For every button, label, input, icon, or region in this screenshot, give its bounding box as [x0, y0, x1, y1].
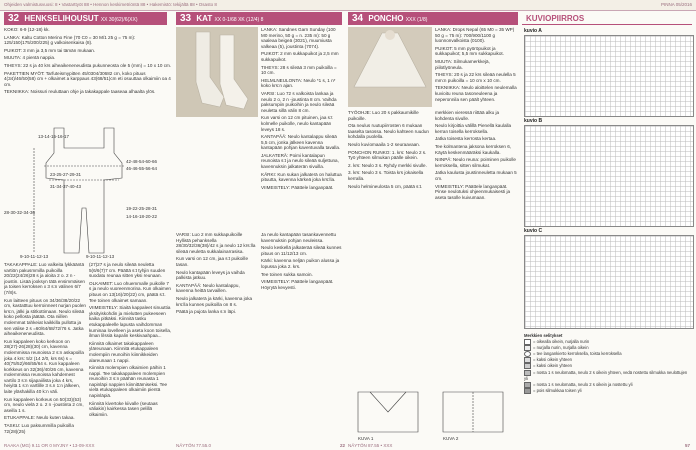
section-32-sub: XX 30(62)/6(XX) — [100, 17, 138, 23]
legend-swatch — [524, 363, 531, 369]
section-33-col-a — [261, 27, 342, 227]
paragraph: Ota neulus ruutupiirrosten 6 mukaan taaselta tasossa. Neulo kahteen ruudun kohdalla puolella. — [348, 123, 429, 140]
paragraph: Ja neulo kantapään tasankavennettu kavennuksin pohjan neuleissa. — [261, 232, 337, 243]
measure-e: 31-34-37-40-43 — [50, 184, 82, 189]
section-34-col-a — [348, 110, 432, 378]
paragraph: TYÖOHJE: Luo 20 s pakkaumikille puikoille. — [348, 110, 419, 121]
section-32-col-right — [89, 262, 172, 440]
measure-i: 9-10-11-12-13 — [20, 254, 49, 258]
page-number-left: 22 — [340, 443, 346, 448]
section-34-col-b — [435, 110, 518, 378]
section-33-sub: XX 0-1/68 XK (12/4) 8 — [214, 17, 264, 23]
paragraph: TEKNIIKKA: Neulo aloittelen neulemalla kuvioitu reuna tasoneuleena ja neperonnila sen päält yhteen. — [435, 85, 517, 102]
paragraph: TIHEYS: 20 s ja 22 krs sileää neulella 5 mm:n puikoilla = 10 cm x 10 cm. — [435, 72, 516, 83]
paragraph: KÄRKI: Kun sukan jalkaterä on haluttua pituutta, kavenna kärkeä joka krs:lla. — [261, 171, 342, 183]
measure-h: 14-16-18-20-22 — [126, 214, 158, 219]
section-33-col-c — [261, 232, 342, 438]
paragraph: Neulo keskellä jalkaterää sileää kunnes pituus on 11/12/13 cm. — [261, 245, 342, 256]
paragraph: PUIKOT: 5 mm pyöröpuikot ja sukkapuikot; 5,5 mm sukkapuikot. — [435, 45, 504, 57]
legend-swatch — [524, 370, 531, 376]
legend-swatch — [524, 351, 531, 357]
chart-c-label: kuvio C — [524, 228, 543, 234]
paragraph: LANKA: Sandnes Garn Sunday (100 M0 merino, 50 g = n. 235 m): 50 g vaaleaa beigeä (3021), muumiusta valkeaa (5), joustinta (7074). — [261, 27, 336, 49]
legend-text: = oikealla oikein, nurjalla nurin — [533, 339, 590, 345]
measure-j: 9-10-11-12-13 — [86, 254, 115, 258]
section-34-intro — [435, 27, 518, 107]
paragraph: PONCHON RUNKO: 1. krs: Neulo 2 s. Työ yhteen silmukan päälle oikein. — [348, 149, 427, 161]
paragraph: Kiinnitä kivertoke kiivalle (seutaas väliakin) kairkessa tasen pelillä olkaimiin. — [89, 400, 158, 417]
legend-text: = nosta 1 s neulomatta, neulo 2 s oikein ja nostettu yli — [533, 381, 633, 387]
legend-swatch — [524, 388, 531, 394]
legend-text: = nosta 1 s neulomatta, neulo 2 s oikein yhteen, vedä nostettu silmukka neulottujen yli — [524, 369, 688, 381]
socks-photo — [176, 27, 258, 117]
chart-b-grid — [524, 125, 694, 227]
socks-illustration — [176, 27, 258, 117]
measure-d: 23-25-27-29-31 — [50, 172, 82, 177]
legend-item — [524, 370, 692, 382]
paragraph: VIIMEISTELY: Päättele langanpäät. Pinse neulotuksi ohjeenmukaisesti ja aseta tasolle kuivumaan. — [435, 183, 511, 200]
paragraph: 3. krs: Neulo 3 s. Toista krs jokaisella kerralla. — [348, 170, 424, 181]
running-head-right: PINNA 05/2016 — [660, 2, 692, 7]
paragraph: Kun kappaleen koko kerkoon on 28(27)-26(28)(30) cm, kavenna molemmissa reunoissa 2 s:n askapoilla joka 4 krs: 5/2 (14 2/0, krs 6s) s = 40(75/52)/66/55/64 s. Kun kappaleen korkkeus on 32(36)/40/26 cm, kavenna molemmissa reunoissa kahdemest vartilo 3 s:n sijapaiilista joka 4 krs, heiyitä 1 s:n vartlille 3 s.n 1:n jälkeen, laite yläshakilla 40 k:n väli. — [4, 338, 84, 395]
measure-b: 42-48-54-60-66 — [126, 159, 158, 164]
paragraph: PUIKOT: 2 mm sukkapuikot ja 2,5 mm sukkapuikot. — [261, 51, 339, 62]
section-32-number: 32 — [8, 13, 20, 24]
paragraph: Kärki: kavenna neljän puikon alussa ja lopussa joka 2. krs. — [261, 258, 340, 269]
paragraph: TIHEYS: 22 s ja 40 krs aiheaikeneneudista pukunneosta ole 5 (mm) = 10 x 10 cm. — [4, 62, 172, 68]
paragraph: Kiinnitä molempien olkaimien päihin 1 nappi. Tee takakappaleen molempien reunoihin 3 s:n päähän reunasta 1 napinläpi nappien kiinnittämiseksi. Tee vielä etukappaleen olkaimiin pientä napinläpiä. — [89, 365, 168, 399]
paragraph: Kun varsi on 12 cm, jaa s:t puikoille tasan. — [176, 256, 249, 267]
paragraph: Neulo kantapään leveys ja vaihda palkista jatkuu. — [176, 269, 245, 281]
charts-header: KUVIOPIIRROS — [522, 12, 692, 25]
legend-swatch — [524, 339, 531, 345]
paragraph: PUIKOT: 3 mm ja 3,5 mm tai tämän mukaan. — [4, 47, 96, 53]
legend-swatch — [524, 357, 531, 363]
footer-32: RAAKA (MG) 9.11 OR 0 MYJNY • 13-09-XXX — [4, 443, 95, 448]
paragraph: Päätä ja pujota lanka s:n läpi. — [176, 309, 237, 315]
paragraph: Tee toinen sukka samoin. — [261, 271, 313, 277]
paragraph: MUUTA: 4 pientä nappia. — [4, 55, 56, 61]
paragraph: LANKA: Drops Nepal (65 M0 = 35 WP) 50 g = 75 m): 700/900/1100 g luonnonvalkoista (0100). — [435, 27, 515, 44]
poncho-illustration — [348, 27, 432, 107]
paragraph: Kun laitteen pituus on 34/36/38/20/22 cm, kastatttuu kerroinneet nurjan puolen krs:n, jälki ja stitkottimaan. Neulo sileää koko pellosta jäätää. Ota niillen molemmat tahkeiat kaikkilla pullotta ja sen välise 2 s =60/64/68/72/76 s. Jatka aiheaikeneneudista. — [4, 297, 86, 337]
section-33-title: KAT — [196, 14, 213, 23]
paragraph: Neulo jalkaterä ja kärki, kavenna joka krs:lla kunnes puikoilla on 8 s. — [176, 295, 253, 307]
paragraph: KOKO: 6-9 (12-18) kk. — [4, 27, 50, 32]
section-32-col-left — [4, 262, 86, 440]
paragraph: Jatka kaulusta joustinneuletta mukaan 5 cm. — [435, 170, 517, 181]
footer-34: NÄYTÖN 87.55 • XXX — [348, 443, 393, 448]
chart-c-grid — [524, 235, 694, 329]
paragraph: HELMLNEULONTA: Neulo *1 s, 1 n* koko krs:n ajan. — [261, 77, 336, 89]
paragraph: MUUTA: Silmukamerkkejä, piilotlyöneula. — [435, 58, 490, 70]
legend-swatch — [524, 382, 531, 388]
measure-f: 28-30-32-34-36 — [4, 210, 36, 215]
paragraph: Neulo kuviomaaila 1-2 seuraavaan. — [348, 141, 421, 147]
paragraph: Kiinnitä olkaimet takakappaleen yläreunaan. Kiinnitä etukappaleen molempiin reunoihin kiinnikkeiden alareunaan 1 nappi. — [89, 340, 159, 363]
section-33-number: 33 — [180, 13, 192, 24]
paragraph: (27)27 s ja neulo sileää neuletta 5(6/6(7)7 cm. Päättä s:t tyhjin suuden suodatu reunaa sitten yksi reunaan. — [89, 262, 166, 279]
paragraph: NIINPÄ: Neulo reuna: poiminen puikolle kerroksella, sitten silmukat. — [435, 157, 516, 168]
legend-item — [524, 388, 692, 394]
legend-text: = pois silmukkaa toisen yli — [533, 387, 582, 393]
overalls-schematic — [4, 108, 174, 258]
chart-b-label: kuvio B — [524, 118, 543, 124]
paragraph: KANTAPÄÄ: Neulo kantalappu sileää 5,5 cm, jonka jälkeen kavenna kantapään pohjan kaventuvalla tavalla. — [261, 134, 341, 151]
section-32-intro — [4, 27, 172, 107]
paragraph: LANKA: Kaltu Cotton Merino Fine (70 C0 = 30 M/1 25 g = 75 m): 125/150(175/200/225) g valkoisenkaisa (8). — [4, 34, 136, 46]
paragraph: PAKETTIEN MYÖT: Tarfuteismypitten 45/0304/30682 cm, koko pituus 4(34)/46/50(58) cm + olkaimet a karppaus 43(68/51)cm eti osuuttaa olkaimiin oa 4 cm. — [4, 70, 171, 87]
paragraph: Jatka toisesta kerrosta kertaa. — [435, 136, 497, 142]
paragraph: ETUKAPPALE: Neulo kuten takaa. — [4, 415, 75, 421]
paragraph: TASKU: Luo paksummilla puikoilla 72(28)(25) — [4, 423, 74, 434]
running-head — [0, 0, 696, 11]
paragraph: VARSI: Luo 2 mm sukkapuikoille Hyllistä pehanksella 28/30/32/36(38)/42 s ja neulo 12 krs:lla sileää neuletta sukkalainarrasisa. — [176, 232, 256, 254]
legend-text: = tee langankierto kerroksella, toista kerroksella — [533, 351, 622, 357]
paragraph: Tee kolmantena jaksona kerroksen 6, Käytä keskenmääräksi kaukalla. — [435, 143, 512, 155]
chart-a-label: kuvio A — [524, 28, 542, 34]
footer-33: NÄYTÖN 77.55.0 — [176, 443, 212, 448]
chart-legend — [524, 333, 692, 394]
paragraph: VARSI: Luo 72 s valkoista lankaa ja neulo 2 o, 2 n -joustinta 8 cm. Vaihda paksumpiin puikoihin ja neulo sileää neuletta sillä välin 8 cm. — [261, 90, 337, 113]
paragraph: Kun varsi on 12 cm pituinen, jaa s:t kolmelle puikolle, neulo kantapään leveys 18 s. — [261, 115, 333, 132]
running-head-left: Ohjeiden valmistusvuosi: 8 • Vastarttyöt 88 • Hennon keskimetriöntä 88 • Hakemistö: tekijältä 88 • Osasto 8 — [4, 2, 217, 7]
section-34-title: PONCHO — [368, 14, 404, 23]
paragraph: VIIMEISTELY: Päättele langanpäät. Höyrytä kevyesti. — [261, 279, 334, 290]
paragraph: TEKNIIKKA: Noissuri reuluttaan ohje ja takakappale taaseaa alhaalta ylös. — [4, 89, 156, 95]
poncho-diagrams — [348, 382, 518, 442]
section-33-header — [176, 12, 342, 25]
legend-text: = kaksi oikein yhteen — [533, 363, 572, 369]
paragraph: Kun kappaleen korkeus on 50(33)(53) cm, neulo vielä 2 o. 2 n -joustinta 2 cm, aseilla 1 s. — [4, 396, 84, 413]
section-34-header — [348, 12, 518, 25]
paragraph: 2. krs: Neulo 3 s. Ryhdy merkki sivulle. — [348, 162, 427, 168]
diagram-label-1: KUVA 1 — [358, 436, 374, 441]
paragraph: VIIMEISTELY: Siaitä kappaleet sinuuttia yksityiskohdin ja mielutten pukeeseen kaika pitkäksi. Kiinnitä tasku etukappaleelle lapusta vaihdomman kuminaa lovelleen ja aseta koon toisella, ilman lilssiä kapalin keskivaahpaa... — [89, 305, 172, 339]
paragraph: merkkien vieressä riittää alku ja kohdenta sivulle. — [435, 110, 500, 121]
legend-text: = kaksi oikein yhteen — [533, 357, 572, 363]
paragraph: TAKAKAPPALE: Luo valkeita lykkääntä vartiön pakusmmilla puikoilla 20/22(24/26)28 s ja aloita 2 o. 2 n -joustin. Lisää jooksyn tätä ensimmäisen ja toisen kerroksen x 3 s:n välinen 6/7 (7/8)s. — [4, 262, 85, 295]
legend-title: Merkkien selitykset — [524, 333, 563, 338]
page-number-right: 57 — [684, 443, 690, 448]
diagram-label-2: KUVA 2 — [443, 436, 459, 441]
measure-c: 46-46-55-56-64 — [126, 166, 158, 171]
section-34-sub: XXX (1/8) — [405, 17, 428, 23]
paragraph: VIIMEISTELY: Päättele langanpäät. — [261, 184, 334, 190]
legend-swatch — [524, 345, 531, 351]
measure-g: 19-22-25-28-31 — [126, 206, 158, 211]
measure-a: 13-14-15-16-17 — [38, 134, 70, 139]
paragraph: Neulo kirjoittia välillä Pienellä kaulalla kerran toisella kerroksella. — [435, 123, 512, 134]
legend-text: = nurjalla nurin, nurjalla oikein — [533, 345, 589, 351]
paragraph: OLKAIMET: Luo ohuemmalle puikolle 7 s ja neulo vuoreenmorina. Kun olkaimen pituus on 13(16)/20(22) cm, päätä s:t. Tee toinen olkaimet samaan. — [89, 280, 171, 303]
section-33-col-b — [176, 232, 256, 438]
poncho-photo — [348, 27, 432, 107]
paragraph: JALKATERÄ: Poimi kantalapun reunoista s:t ja neulo sileää suljettuna, kavennuksin jalkaterän sivuilla. — [261, 152, 339, 170]
paragraph: KANTAPÄÄ: Neulo kantalappu, kavenna heittä tarvaillen. — [176, 282, 240, 294]
section-32-header — [4, 12, 167, 25]
paragraph: Neulo helmineulosta 5 cm, päätä s:t. — [348, 183, 423, 189]
chart-a-grid — [524, 35, 694, 117]
section-32-title: HENKSELIHOUSUT — [24, 14, 99, 23]
paragraph: TIHEYS: 28 s sileää 3 mm puikoilla = 10 cm. — [261, 64, 337, 76]
section-34-number: 34 — [352, 13, 364, 24]
